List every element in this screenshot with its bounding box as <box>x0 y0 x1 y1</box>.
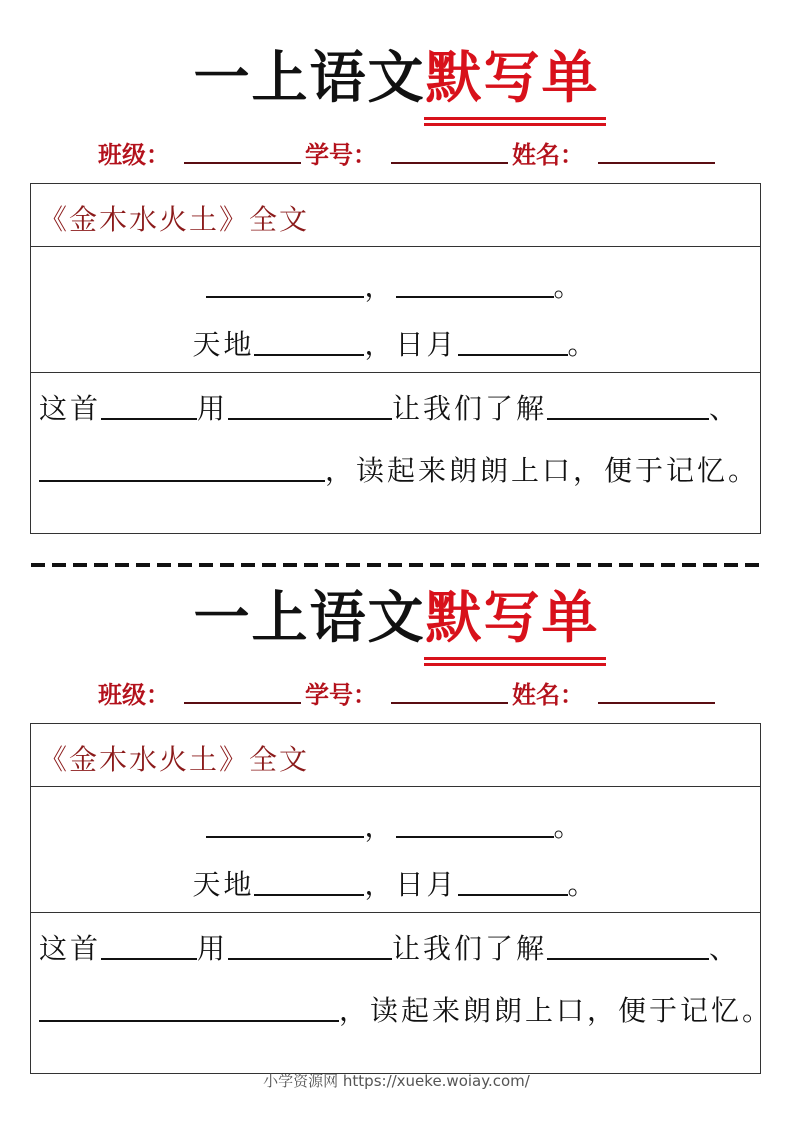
name-field[interactable] <box>598 701 715 704</box>
source-watermark: 小学资源网 https://xueke.woiay.com/ <box>263 1072 530 1090</box>
blank-summary-2[interactable] <box>228 932 392 960</box>
name-field[interactable] <box>598 161 715 164</box>
blank-summary-4[interactable] <box>39 454 325 482</box>
name-label: 姓名： <box>512 681 584 709</box>
blank-summary-1[interactable] <box>101 932 197 960</box>
dictation-table <box>30 183 761 534</box>
poem-title: 《金木水火土》全文 <box>39 743 310 776</box>
table-header-row <box>31 724 760 787</box>
title-grade-subject: 一上语文 <box>193 46 426 111</box>
blank-verse-2b[interactable] <box>458 328 568 356</box>
table-header-row <box>31 184 760 247</box>
student-info-row <box>98 676 719 710</box>
summary-line-1: 这首 用 让我们了解 、 <box>39 932 741 965</box>
blank-summary-3[interactable] <box>547 932 709 960</box>
summary-line-2: ，读起来朗朗上口，便于记忆。 <box>39 449 759 489</box>
blank-verse-2b[interactable] <box>458 868 568 896</box>
student-number-label: 学号： <box>305 681 377 709</box>
blank-summary-4[interactable] <box>39 994 339 1022</box>
blank-verse-2a[interactable] <box>254 328 364 356</box>
poem-title: 《金木水火土》全文 <box>39 203 310 236</box>
student-number-field[interactable] <box>391 701 508 704</box>
class-label: 班级： <box>98 681 170 709</box>
verse-line-1: ， 。 <box>31 265 760 305</box>
summary-row <box>31 373 760 533</box>
summary-row <box>31 913 774 1073</box>
name-label: 姓名： <box>512 141 584 169</box>
summary-line-1: 这首 用 让我们了解 、 <box>39 392 741 425</box>
worksheet-title <box>0 584 793 654</box>
student-number-field[interactable] <box>391 161 508 164</box>
class-field[interactable] <box>184 701 301 704</box>
verse-row <box>31 787 760 913</box>
class-field[interactable] <box>184 161 301 164</box>
class-label: 班级： <box>98 141 170 169</box>
title-dictation-sheet: 默写单 <box>426 44 600 114</box>
blank-summary-2[interactable] <box>228 392 392 420</box>
blank-verse-2a[interactable] <box>254 868 364 896</box>
verse-row <box>31 247 760 373</box>
blank-verse-1b[interactable] <box>396 270 554 298</box>
blank-verse-1b[interactable] <box>396 810 554 838</box>
verse-line-2: 天地 ，日月 。 <box>192 868 599 901</box>
cut-line-divider <box>31 563 761 567</box>
verse-line-2: 天地 ，日月 。 <box>192 328 599 361</box>
summary-line-2: ，读起来朗朗上口，便于记忆。 <box>39 989 773 1029</box>
dictation-table <box>30 723 774 1074</box>
worksheet-title <box>0 44 793 114</box>
blank-verse-1a[interactable] <box>206 270 364 298</box>
title-dictation-sheet: 默写单 <box>426 584 600 654</box>
verse-line-1: ， 。 <box>31 805 760 845</box>
student-number-label: 学号： <box>305 141 377 169</box>
blank-summary-1[interactable] <box>101 392 197 420</box>
student-info-row <box>98 136 719 170</box>
blank-verse-1a[interactable] <box>206 810 364 838</box>
blank-summary-3[interactable] <box>547 392 709 420</box>
title-grade-subject: 一上语文 <box>193 586 426 651</box>
